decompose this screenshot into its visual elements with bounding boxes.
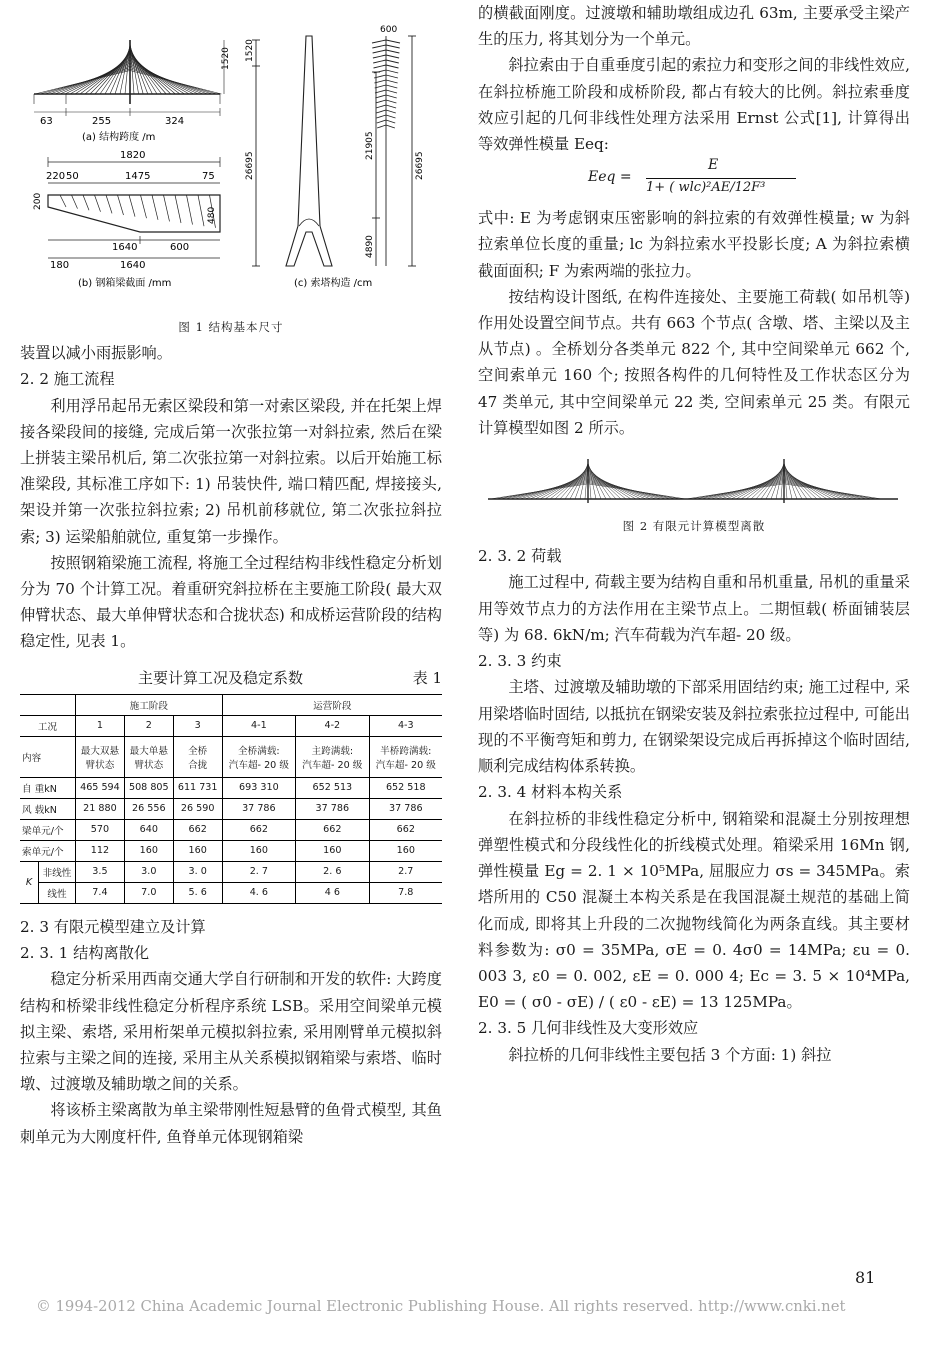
subsection-heading: 2. 3. 3 约束	[478, 652, 562, 671]
subsection-heading: 2. 3. 2 荷载	[478, 547, 562, 566]
cable-line	[374, 65, 387, 68]
paragraph: 式中: E 为考虑钢束压密影响的斜拉索的有效弹性模量; w 为斜拉索单位长度的重量; lc 为斜拉索水平投影长度; A 为斜拉索横截面面积; F 为索两端的张拉力。	[478, 209, 910, 280]
table-row	[20, 777, 442, 798]
table-cell: 693 310	[222, 777, 295, 798]
k-label: K	[20, 861, 39, 903]
bridge-elevation	[34, 40, 224, 116]
table-cell: 26 556	[124, 798, 173, 819]
case-num: 3	[173, 715, 222, 736]
table-cell: 662	[173, 819, 222, 840]
cable-line	[141, 195, 147, 218]
dim-21905: 21905	[365, 131, 375, 160]
dim-255: 255	[92, 116, 112, 127]
cable-line	[35, 71, 130, 95]
dim-1820: 1820	[120, 150, 146, 161]
content-cell: 半桥跨满载:	[380, 745, 432, 757]
cable-line	[377, 125, 386, 128]
case-num: 4-1	[222, 715, 295, 736]
cable-line	[550, 469, 588, 499]
paragraph: 在斜拉桥的非线性稳定分析中, 钢箱梁和混凝土分别按理想弹塑性模式和分段线性化的折线模式处理。箱梁采用 16Mn 钢, 弹性模量 Eg = 2. 1 × 10⁵MPa, 屈服应力 σs = 345MPa。索塔所用的 C50 混凝土本构关系是在我国混凝土规范的基础上简化而成, 即将其上升段的二次抛物线简化为两条直线。其主要材料参数为: σ0 = 35MPa, σE = 0. 4σ0 = 14MPa; εu = 0. 003 3, ε0 = 0. 002, εE = 0. 000 4; Ec = 3. 5 × 10⁴MPa, E0 = ( σ0 - σE) / ( ε0 - εE) = 13 125MPa。	[478, 809, 910, 1012]
subsection-heading: 2. 3. 5 几何非线性及大变形效应	[478, 1019, 699, 1038]
cable-line	[60, 195, 66, 207]
dim-4890: 4890	[365, 235, 375, 258]
table-cell: 3.0	[124, 861, 173, 882]
table-caption	[20, 667, 442, 688]
cable-line	[175, 195, 181, 223]
cable-line	[386, 90, 397, 93]
content-cell: 最大双悬	[80, 745, 120, 757]
case-num: 1	[76, 715, 125, 736]
cable-line	[588, 469, 626, 499]
cable-line	[129, 195, 135, 217]
cable-line	[375, 95, 386, 98]
table-cell: 37 786	[369, 798, 442, 819]
cable-line	[372, 45, 386, 48]
cable-line	[386, 45, 400, 48]
table-row	[20, 861, 442, 882]
dim-200: 200	[33, 192, 43, 210]
dim-75: 75	[202, 171, 215, 182]
table-cell: 7.4	[76, 882, 125, 903]
formula-eeq	[478, 157, 910, 205]
case-num: 4-3	[369, 715, 442, 736]
cable-line	[784, 484, 882, 499]
cable-line	[686, 484, 784, 499]
cable-line	[106, 195, 112, 213]
table-cell: 160	[124, 840, 173, 861]
table-title: 主要计算工况及稳定系数	[138, 668, 304, 687]
table-cell: 662	[369, 819, 442, 840]
figure-2-caption: 图 2 有限元计算模型离散	[622, 519, 766, 534]
fraction-bar	[646, 178, 796, 179]
header-operation: 运营阶段	[222, 694, 442, 715]
table-cell: 570	[76, 819, 125, 840]
cable-line	[386, 120, 395, 123]
subsection-heading: 2. 3. 1 结构离散化	[20, 944, 150, 963]
table-cell: 37 786	[296, 798, 369, 819]
paragraph: 按照钢箱梁施工流程, 将施工全过程结构非线性稳定分析划分为 70 个计算工况。着重研究斜拉桥在主要施工阶段( 最大双伸臂状态、最大单伸臂状态和合拢状态) 和成桥运营阶段的结构稳定性, 见表 1。	[20, 553, 442, 651]
content-cell: 最大单悬	[129, 745, 168, 757]
cable-line	[386, 65, 399, 68]
section-heading: 2. 3 有限元模型建立及计算	[20, 917, 206, 936]
cable-line	[376, 100, 386, 103]
table-row	[20, 798, 442, 819]
caption-c: (c) 索塔构造 /cm	[294, 278, 373, 289]
cable-line	[375, 90, 386, 93]
paragraph: 将该桥主梁离散为单主梁带刚性短悬臂的鱼骨式模型, 其鱼刺单元为大刚度杆件, 鱼脊单元体现钢箱梁	[20, 1101, 442, 1146]
case-num: 2	[124, 715, 173, 736]
cable-line	[198, 195, 204, 226]
cable-line	[784, 469, 822, 499]
dim-324: 324	[165, 116, 185, 127]
paragraph: 施工过程中, 荷载主要为结构自重和吊机重量, 吊机的重量采用等效节点力的方法作用在主梁节点上。二期恒载( 桥面铺装层等) 为 68. 6kN/m; 汽车荷载为汽车超- 20 级。	[478, 573, 910, 644]
dim-26695-b: 26695	[415, 151, 425, 180]
cable-line	[373, 55, 386, 58]
table-row	[20, 819, 442, 840]
table-cell: 21 880	[76, 798, 125, 819]
table-cell: 7.0	[124, 882, 173, 903]
paragraph: 按结构设计图纸, 在构件连接处、主要施工荷载( 如吊机等) 作用处设置空间节点。共有 663 个节点( 含墩、塔、主梁以及主从节点) 。全桥划分各类单元 822 个, 其中空间梁单元 662 个, 空间索单元 160 个; 按照各构件的几何特性及工作状态区分为 47 类单元, 其中空间梁单元 22 类, 空间索单元 25 类。有限元计算模型如图 2 所示。	[478, 287, 910, 437]
cable-line	[372, 40, 386, 43]
cable-line	[72, 195, 78, 209]
cable-line	[386, 70, 398, 73]
row-label: 梁单元/个	[20, 819, 76, 840]
table-cell: 662	[222, 819, 295, 840]
formula-lhs: Eeq =	[588, 169, 632, 186]
paragraph: 装置以减小雨振影响。	[20, 344, 172, 362]
paragraph: 的横截面刚度。过渡墩和辅助墩组成边孔 63m, 主要承受主梁产生的压力, 将其划分为一个单元。	[478, 4, 910, 49]
cable-line	[187, 195, 193, 225]
cable-line	[386, 40, 400, 43]
content-cell: 合拢	[188, 759, 208, 771]
table-cell: 640	[124, 819, 173, 840]
table-cell: 652 518	[369, 777, 442, 798]
cable-line	[588, 484, 686, 499]
table-cell: 37 786	[222, 798, 295, 819]
header-construction: 施工阶段	[76, 694, 223, 715]
table-cell: 662	[296, 819, 369, 840]
figure-1-drawing	[20, 0, 442, 310]
cable-line	[386, 95, 397, 98]
formula-denominator: 1+ ( wlc)²AE/12F³	[646, 180, 766, 196]
right-column	[478, 0, 910, 1068]
cable-line	[386, 105, 396, 108]
table-cell: 3. 0	[173, 861, 222, 882]
cable-line	[386, 85, 397, 88]
table-cell: 7.8	[369, 882, 442, 903]
cable-line	[164, 195, 170, 221]
cable-line	[386, 50, 399, 53]
content-cell: 汽车超- 20 级	[375, 759, 436, 771]
table-cell: 508 805	[124, 777, 173, 798]
cable-line	[95, 195, 101, 212]
dim-220: 220	[46, 171, 66, 182]
content-cell: 主跨满载:	[311, 745, 354, 757]
dim-600: 600	[170, 242, 190, 253]
table-row	[20, 882, 442, 903]
header-case: 工况	[20, 715, 76, 736]
paragraph: 稳定分析采用西南交通大学自行研制和开发的软件: 大跨度结构和桥梁非线性稳定分析程序系统 LSB。采用空间梁单元模拟主梁、索塔, 采用桁架单元模拟斜拉索, 采用刚臂单元模拟斜拉索与主梁之间的连接, 采用主从关系模拟钢箱梁与索塔、临时墩、过渡墩及辅助墩之间的关系。	[20, 970, 442, 1094]
content-cell: 臂状态	[85, 759, 115, 771]
cable-line	[152, 195, 158, 220]
table-cell: 652 513	[296, 777, 369, 798]
table-row	[20, 840, 442, 861]
cable-line	[490, 484, 588, 499]
table-cell: 160	[222, 840, 295, 861]
table-cell: 4. 6	[222, 882, 295, 903]
formula-numerator: E	[708, 157, 719, 174]
tower-drawing	[252, 36, 416, 266]
table-cell: 160	[369, 840, 442, 861]
dim-1520-a: 1520	[221, 47, 231, 70]
fe-model-drawing	[478, 441, 910, 511]
row-label: 非线性	[39, 861, 76, 882]
row-label: 风 载kN	[20, 798, 76, 819]
cable-line	[376, 110, 386, 113]
paragraph: 斜拉索由于自重垂度引起的索拉力和变形之间的非线性效应, 在斜拉桥施工阶段和成桥阶段, 都占有较大的比例。斜拉索垂度效应引起的几何非线性处理方法采用 Ernst 公式[1], 计算得出等效弹性模量 Eeq:	[478, 56, 910, 154]
table-cell: 611 731	[173, 777, 222, 798]
dim-480: 480	[207, 206, 217, 224]
table-cell: 2. 7	[222, 861, 295, 882]
table-cell: 465 594	[76, 777, 125, 798]
table-cell: 112	[76, 840, 125, 861]
table-cell: 5. 6	[173, 882, 222, 903]
copyright-footer: © 1994-2012 China Academic Journal Electronic Publishing House. All rights reserved. http://www.cnki.net	[36, 1298, 846, 1315]
left-column	[20, 0, 442, 1150]
figure-1-caption: 图 1 结构基本尺寸	[178, 320, 284, 334]
dim-1640-b: 1640	[120, 260, 146, 271]
dim-63: 63	[40, 116, 53, 127]
cable-line	[377, 120, 386, 123]
cable-line	[386, 115, 396, 118]
cable-line	[386, 60, 399, 63]
dim-1475: 1475	[125, 171, 151, 182]
section-heading: 2. 2 施工流程	[20, 370, 115, 389]
cable-line	[386, 100, 396, 103]
cable-line	[386, 110, 396, 113]
cable-line	[386, 125, 395, 128]
cable-line	[83, 195, 89, 210]
paragraph: 利用浮吊起吊无索区梁段和第一对索区梁段, 并在托架上焊接各梁段间的接缝, 完成后第一次张拉第一对斜拉索, 然后在梁上拼装主梁吊机后, 第二次张拉第一对斜拉索。以后开始施工标准梁段, 其标准工序如下: 1) 吊装快件, 端口精匹配, 焊接接头, 架设并第一次张拉斜拉索; 2) 吊机前移就位, 第二次张拉斜拉索; 3) 运梁船舶就位, 重复第一步操作。	[20, 396, 442, 546]
table-cell: 2.7	[369, 861, 442, 882]
cable-line	[386, 75, 398, 78]
cable-line	[386, 80, 398, 83]
dim-26695-a: 26695	[245, 151, 255, 180]
table-cell: 3.5	[76, 861, 125, 882]
table-cell: 4 6	[296, 882, 369, 903]
content-cell: 臂状态	[134, 759, 164, 771]
table-cell: 160	[296, 840, 369, 861]
caption-b: (b) 钢箱梁截面 /mm	[78, 278, 172, 289]
row-label: 索单元/个	[20, 840, 76, 861]
subsection-heading: 2. 3. 4 材料本构关系	[478, 783, 623, 802]
table-cell: 160	[173, 840, 222, 861]
cable-line	[377, 115, 387, 118]
cable-line	[118, 195, 124, 215]
paragraph: 斜拉桥的几何非线性主要包括 3 个方面: 1) 斜拉	[508, 1045, 832, 1064]
content-cell: 全桥	[188, 745, 208, 757]
table-cell: 26 590	[173, 798, 222, 819]
dim-tower-1520: 1520	[245, 39, 255, 62]
dim-tower-600: 600	[380, 25, 398, 35]
dim-1640-a: 1640	[112, 242, 138, 253]
content-cell: 全桥满载:	[238, 745, 280, 757]
content-cell: 汽车超- 20 级	[302, 759, 363, 771]
row-label: 线性	[39, 882, 76, 903]
dim-50: 50	[66, 171, 79, 182]
figure-1	[20, 0, 442, 340]
table-label: 表 1	[412, 668, 442, 687]
cable-line	[386, 55, 399, 58]
case-num: 4-2	[296, 715, 369, 736]
cable-line	[373, 60, 386, 63]
caption-a: (a) 结构跨度 /m	[82, 132, 156, 143]
content-cell: 汽车超- 20 级	[228, 759, 289, 771]
paragraph: 主塔、过渡墩及辅助墩的下部采用固结约束; 施工过程中, 采用梁塔临时固结, 以抵抗在钢梁安装及斜拉索张拉过程中, 可能出现的不平衡弯矩和剪力, 在钢梁架设完成后再拆掉这个临时固结, 顺利完成结构体系转换。	[478, 678, 910, 776]
cable-line	[376, 105, 386, 108]
header-content: 内容	[20, 736, 76, 777]
page-number: 81	[855, 1268, 876, 1287]
table-cell: 2. 6	[296, 861, 369, 882]
dim-180: 180	[50, 260, 70, 271]
row-label: 自 重kN	[20, 777, 76, 798]
table-1	[20, 694, 442, 904]
cable-line	[746, 469, 784, 499]
cable-line	[373, 50, 386, 53]
figure-2	[478, 441, 910, 534]
